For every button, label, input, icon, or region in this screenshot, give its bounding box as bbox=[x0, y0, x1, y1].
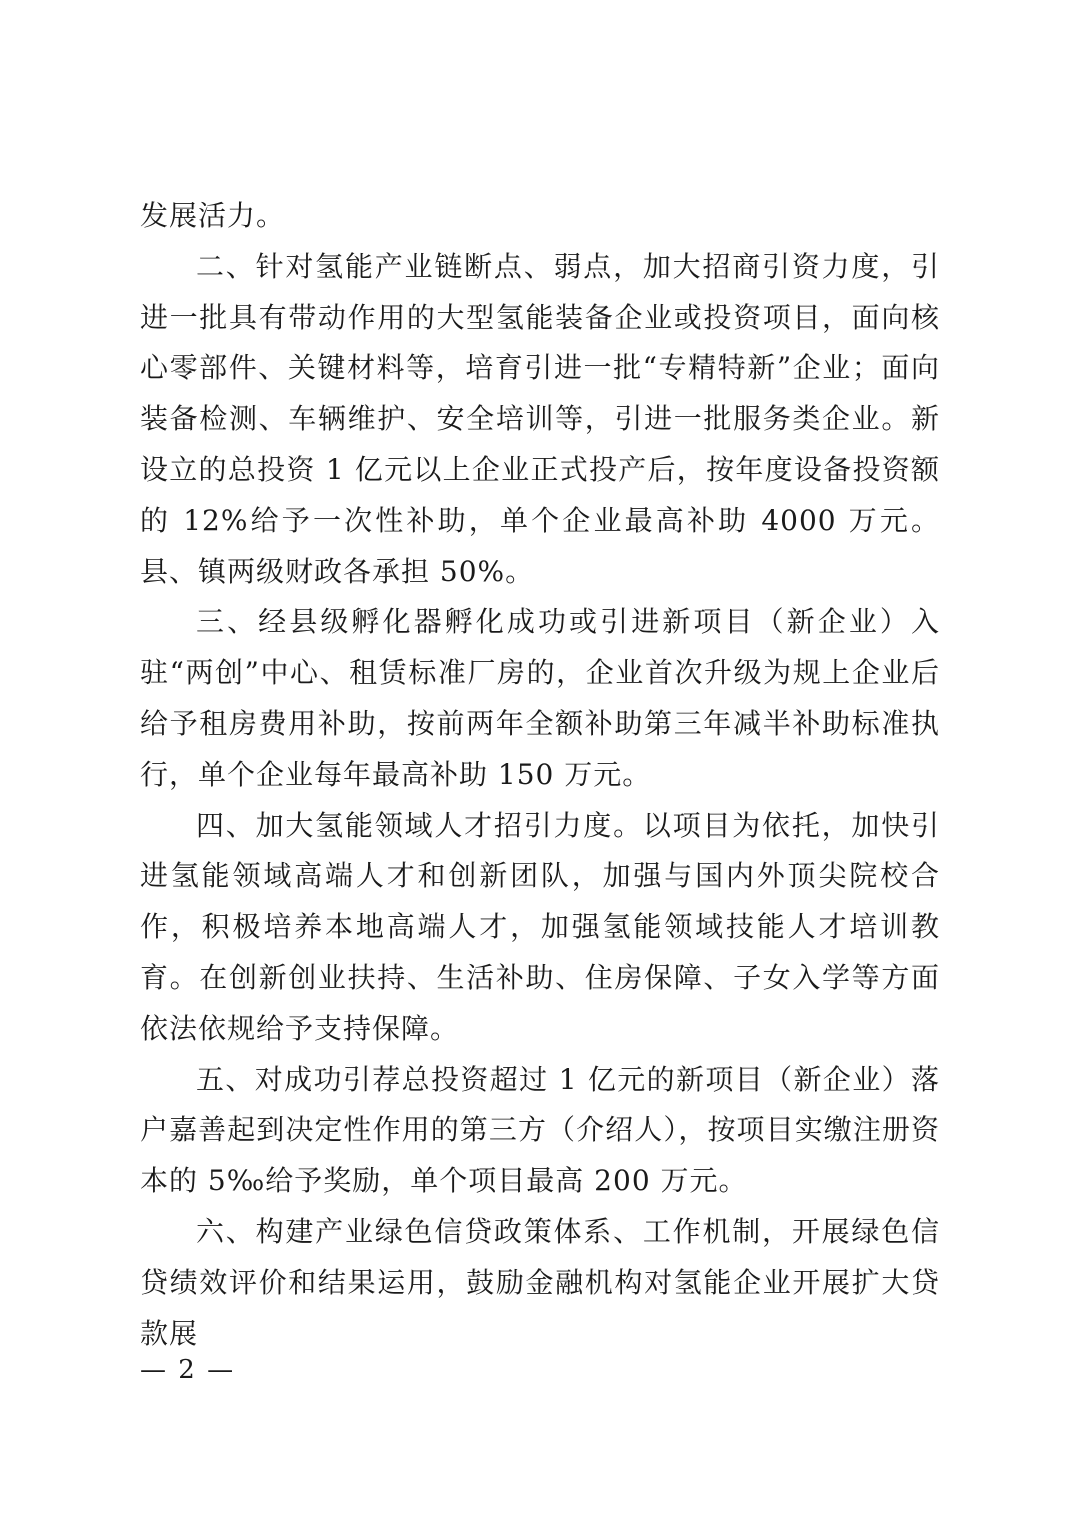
paragraph-item-3: 三、经县级孵化器孵化成功或引进新项目（新企业）入驻“两创”中心、租赁标准厂房的，企业首次升级为规上企业后给予租房费用补助，按前两年全额补助第三年减半补助标准执行，单个企业每年最高补助 150 万元。 bbox=[140, 605, 940, 791]
paragraph-item-5: 五、对成功引荐总投资超过 1 亿元的新项目（新企业）落户嘉善起到决定性作用的第三方（介绍人），按项目实缴注册资本的 5‰给予奖励，单个项目最高 200 万元。 bbox=[140, 1062, 940, 1198]
paragraph-item-2: 二、针对氢能产业链断点、弱点，加大招商引资力度，引进一批具有带动作用的大型氢能装备企业或投资项目，面向核心零部件、关键材料等，培育引进一批“专精特新”企业；面向装备检测、车辆维护、安全培训等，引进一批服务类企业。新设立的总投资 1 亿元以上企业正式投产后，按年度设备投资额的 12%给予一次性补助，单个企业最高补助 4000 万元。县、镇两级财政各承担 50%。 bbox=[140, 249, 940, 588]
paragraph-continuation: 发展活力。 bbox=[140, 199, 286, 232]
paragraph-item-6: 六、构建产业绿色信贷政策体系、工作机制，开展绿色信贷绩效评价和结果运用，鼓励金融机构对氢能企业开展扩大贷款展 bbox=[140, 1214, 940, 1350]
document-body bbox=[140, 191, 940, 1359]
paragraph-item-4: 四、加大氢能领域人才招引力度。以项目为依托，加快引进氢能领域高端人才和创新团队，加强与国内外顶尖院校合作，积极培养本地高端人才，加强氢能领域技能人才培训教育。在创新创业扶持、生活补助、住房保障、子女入学等方面依法依规给予支持保障。 bbox=[140, 808, 940, 1045]
page-number: — 2 — bbox=[140, 1355, 236, 1385]
